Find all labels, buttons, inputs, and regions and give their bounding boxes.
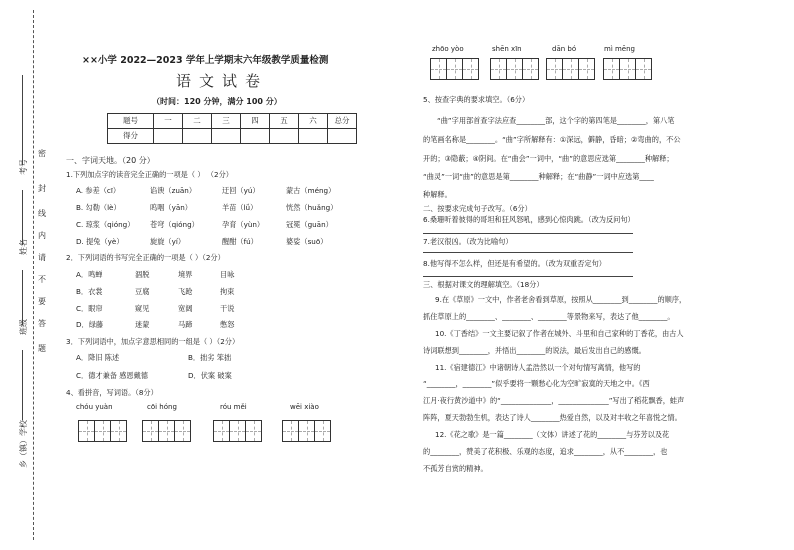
q1-option: A. 参差（cī） (76, 186, 121, 195)
q11-line: 江月·夜行黄沙道中》的“______________，______________”写出了稻花飘香，蛙声 (423, 396, 685, 405)
q7-stem: 7.老汉很凶。（改为比喻句） (423, 237, 513, 246)
score-header: 五 (270, 114, 299, 129)
q2-stem: 2．下列词语的书写完全正确的一项是（ ）（2分） (66, 253, 225, 262)
q10-line: 诗词联想到________，并悟出________的说法，最后发出自己的感慨。 (423, 346, 646, 355)
q1-option: 旋旋（yí） (150, 237, 186, 246)
q10-line: 10.《丁香结》一文主要记叙了作者在城外、斗里和自己家种的丁香花，由古人 (435, 329, 684, 338)
q5-stem: 5、按查字典的要求填空。（6分） (423, 95, 530, 104)
q5-line: 的笔画名称是________。“曲”字所解释有：①深远，僻静，昏暗；②弯曲的，不公 (423, 135, 681, 144)
class-line (22, 270, 23, 325)
exam-no-label: 考号 (19, 159, 28, 175)
q1-option: D. 提兔（yè） (76, 237, 124, 246)
q2-option: 拘束 (220, 287, 235, 296)
binding-line (33, 10, 34, 540)
exam-title: ××小学 2022—2023 学年上学期末六年级教学质量检测 (82, 55, 329, 66)
seal-char: 封 (38, 184, 46, 193)
q1-option: 孕育（yùn） (222, 220, 265, 229)
q2-option: B．衣裳 (76, 287, 103, 296)
writing-grid[interactable] (78, 420, 127, 442)
q9-line: 9.在《草原》一文中，作者老舍看到草原，按照从________到________的顺序， (435, 295, 687, 304)
q5-line: “曲”字用部首查字法应查________部，这个字的第四笔是________，第八笔 (437, 116, 675, 125)
writing-grid[interactable] (430, 58, 479, 80)
seal-char: 答 (38, 319, 46, 328)
q3-option: C．德才兼备 感恩戴德 (76, 371, 148, 380)
seal-char: 要 (38, 297, 46, 306)
q12-line: 不孤芳自赏的精神。 (423, 464, 488, 473)
q8-stem: 8.他写得不怎么样，但还是有希望的。（改为双重否定句） (423, 259, 606, 268)
q11-line: 阵阵，夏天勃勃生机，表达了诗人________热爱自然，以及对丰收之年喜悦之情。 (423, 413, 682, 422)
q1-stem: 1.下列加点字的读音完全正确的一项是（ ） （2分） (66, 170, 233, 179)
writing-grid[interactable] (490, 58, 539, 80)
name-label: 姓名 (19, 239, 28, 255)
q2-option: 宽阔 (178, 304, 193, 313)
score-cell[interactable] (241, 129, 270, 144)
seal-char: 请 (38, 253, 46, 262)
q1-option: 呜咽（yān） (150, 203, 192, 212)
q11-line: “________，________”似乎要将一颗愁心化为空旷寂寞的天地之中。《西 (423, 379, 650, 388)
exam-no-line (22, 75, 23, 165)
q1-option: 醒酣（fú） (222, 237, 258, 246)
q2-option: 豆腐 (135, 287, 150, 296)
q1-option: C. 琼浆（qióng） (76, 220, 135, 229)
q2-option: 迷蒙 (135, 320, 150, 329)
school-label: 乡（镇）学校 (19, 420, 28, 468)
seal-char: 内 (38, 231, 46, 240)
time-info: （时间：120 分钟，满分 100 分） (152, 97, 282, 106)
q1-option: 谄谀（zuān） (150, 186, 197, 195)
pinyin-prompt: zhōo yòo (432, 45, 464, 53)
q2-option: 憋怒 (220, 320, 235, 329)
q1-option: 迂回（yú） (222, 186, 260, 195)
score-cell[interactable] (154, 129, 183, 144)
q1-option: 恍然（huǎng） (286, 203, 338, 212)
score-header: 总分 (328, 114, 357, 129)
answer-line[interactable] (423, 233, 633, 234)
q2-option: A．鸣蝉 (76, 270, 103, 279)
writing-grid[interactable] (213, 420, 262, 442)
pinyin-prompt: róu měi (220, 403, 247, 411)
q5-line: 种解释。 (423, 190, 452, 199)
q1-option: 蒙古（méng） (286, 186, 336, 195)
q5-line: 开的；③隐蔽；④阴间。在“曲会”一词中，“曲”的意思应选第________种解释； (423, 154, 674, 163)
seal-char: 线 (38, 209, 46, 218)
q6-stem: 6.桑珊听着彼得的哥坦和狂风怒吼，感到心惊肉跳。（改为反问句） (423, 215, 635, 224)
q1-option: 冠冕（guān） (286, 220, 333, 229)
score-table (107, 113, 357, 144)
section-1-heading: 一、字词天地。（20 分） (66, 156, 155, 165)
score-header: 六 (299, 114, 328, 129)
score-header: 二 (183, 114, 212, 129)
q12-line: 的________，赞美了花积极、乐观的态度，追求________，从不________，也 (423, 447, 668, 456)
seal-char: 不 (38, 275, 46, 284)
q2-option: 马蹄 (178, 320, 193, 329)
seal-char: 密 (38, 149, 46, 158)
pinyin-prompt: shēn xīn (492, 45, 522, 53)
writing-grid[interactable] (142, 420, 191, 442)
score-header: 一 (154, 114, 183, 129)
writing-grid[interactable] (603, 58, 652, 80)
score-header: 三 (212, 114, 241, 129)
pinyin-prompt: dān bó (552, 45, 577, 53)
q2-option: 目咏 (220, 270, 235, 279)
writing-grid[interactable] (282, 420, 331, 442)
score-cell[interactable] (328, 129, 357, 144)
score-cell[interactable] (270, 129, 299, 144)
answer-line[interactable] (423, 252, 633, 253)
q2-option: 涸脱 (135, 270, 150, 279)
q5-line: “曲灵”一词“曲”的意思是第________种解释；在“曲静”一词中应选第____ (423, 172, 654, 181)
q1-option: 羊苗（lǘ） (222, 203, 258, 212)
q1-option: B. 勾勒（lè） (76, 203, 121, 212)
score-cell[interactable] (299, 129, 328, 144)
q12-line: 12.《花之歌》是一篇________（文体）讲述了花的________与芬芳以及花 (435, 430, 670, 439)
q2-option: 窥见 (135, 304, 150, 313)
q3-option: A．降旧 陈述 (76, 353, 120, 362)
q3-option: B．拙劣 笨拙 (188, 353, 232, 362)
q3-stem: 3．下列词语中，加点字意思相同的一组是（ ）（2分） (66, 337, 240, 346)
section-3-heading: 三、根据对课文的理解填空。（18分） (423, 280, 544, 289)
seal-char: 题 (38, 344, 46, 353)
q2-option: 境界 (178, 270, 193, 279)
pinyin-prompt: chóu yuàn (76, 403, 113, 411)
writing-grid[interactable] (546, 58, 595, 80)
subject-title: 语文试卷 (176, 72, 269, 90)
q1-option: 苍穹（qióng） (150, 220, 199, 229)
name-line (22, 190, 23, 245)
pinyin-prompt: cōi hóng (147, 403, 177, 411)
pinyin-prompt: mì mēng (604, 45, 635, 53)
pinyin-prompt: wēi xiào (290, 403, 319, 411)
q2-option: C．眼帘 (76, 304, 103, 313)
score-cell[interactable] (212, 129, 241, 144)
q3-option: D．伏案 破案 (188, 371, 232, 380)
q4-stem: 4、看拼音，写词语。（8分） (66, 388, 158, 397)
answer-line[interactable] (423, 276, 633, 277)
q2-option: 飞跄 (178, 287, 193, 296)
score-cell[interactable] (183, 129, 212, 144)
school-line (22, 350, 23, 420)
class-label: 班级 (19, 319, 28, 335)
q1-option: 婆娑（suō） (286, 237, 328, 246)
score-header: 题号 (108, 114, 154, 129)
score-row-label: 得分 (108, 129, 154, 144)
q11-line: 11.《宿建德江》中诸朝诗人孟浩然以一个对句情写离情，他写的 (435, 363, 641, 372)
section-2-heading: 二、按要求完成句子改写。（6分） (423, 204, 532, 213)
q2-option: D．绿藤 (76, 320, 104, 329)
score-header: 四 (241, 114, 270, 129)
q2-option: 干说 (220, 304, 235, 313)
q9-line: 抓住草原上的________、________、________等景物来写，表达了他________。 (423, 312, 675, 321)
